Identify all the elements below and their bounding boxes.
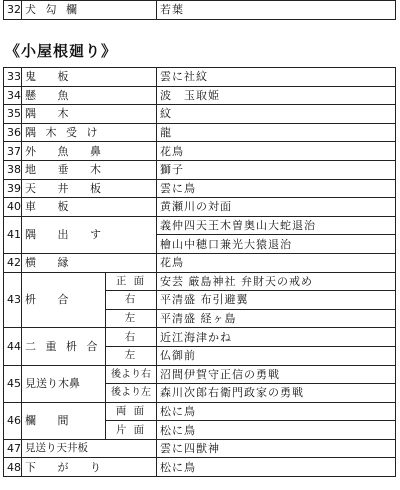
position-label: 後より右 [106, 365, 157, 384]
row-number: 46 [4, 402, 22, 439]
row-number: 38 [4, 160, 22, 179]
table-row [4, 253, 396, 272]
part-name: 隅 出 す [22, 216, 157, 253]
table-row [4, 160, 396, 179]
table-row [4, 272, 396, 291]
table-row [4, 123, 396, 142]
part-name: 地 垂 木 [22, 160, 157, 179]
row-number: 33 [4, 68, 22, 87]
row-number: 48 [4, 458, 22, 477]
row-number: 45 [4, 365, 22, 402]
row-number: 36 [4, 123, 22, 142]
motif: 近江海津かね [157, 328, 396, 347]
position-label: 正 面 [106, 272, 157, 291]
part-name: 下 が り [22, 458, 157, 477]
part-name: 見送り木鼻 [22, 365, 106, 402]
motif: 雲に鳥 [157, 179, 396, 198]
motif: 雲に社紋 [157, 68, 396, 87]
row-number: 40 [4, 198, 22, 217]
part-name: 枡 合 [22, 272, 106, 328]
motif: 森川次郎右衛門政家の勇戦 [157, 384, 396, 403]
motif: 若葉 [157, 1, 396, 20]
motif: 雲に四獣神 [157, 439, 396, 458]
part-name: 欄 間 [22, 402, 106, 439]
part-name: 天 井 板 [22, 179, 157, 198]
table-row [4, 1, 396, 20]
row-number: 32 [4, 1, 22, 20]
motif: 花鳥 [157, 142, 396, 161]
table-row [4, 86, 396, 105]
motif: 仏御前 [157, 346, 396, 365]
motif: 平清盛 経ヶ島 [157, 309, 396, 328]
motif: 獅子 [157, 160, 396, 179]
motif: 沼間伊賀守正信の勇戦 [157, 365, 396, 384]
table-row [4, 439, 396, 458]
position-label: 片 面 [106, 421, 157, 440]
part-name: 二 重 枡 合 [22, 328, 106, 365]
motif: 松に鳥 [157, 421, 396, 440]
motif: 紋 [157, 105, 396, 124]
row-number: 39 [4, 179, 22, 198]
position-label: 右 [106, 328, 157, 347]
position-label: 左 [106, 309, 157, 328]
position-label: 右 [106, 291, 157, 310]
position-label: 左 [106, 346, 157, 365]
row-number: 44 [4, 328, 22, 365]
position-label: 後より左 [106, 384, 157, 403]
row-number: 37 [4, 142, 22, 161]
row-number: 34 [4, 86, 22, 105]
part-name: 外 魚 鼻 [22, 142, 157, 161]
part-name: 隅 木 [22, 105, 157, 124]
motif: 花鳥 [157, 253, 396, 272]
position-label: 両 面 [106, 402, 157, 421]
table-row [4, 105, 396, 124]
part-name: 懸 魚 [22, 86, 157, 105]
motif: 安芸 厳島神社 弁財天の戒め [157, 272, 396, 291]
part-name: 車 板 [22, 198, 157, 217]
table-row [4, 328, 396, 347]
row-number: 43 [4, 272, 22, 328]
row-number: 35 [4, 105, 22, 124]
row-number: 47 [4, 439, 22, 458]
section-heading: 《小屋根廻り》 [5, 42, 118, 60]
motif: 龍 [157, 123, 396, 142]
table-row [4, 179, 396, 198]
part-name: 犬 勾 欄 [22, 1, 157, 20]
row-number: 41 [4, 216, 22, 253]
top-table [3, 0, 396, 20]
motif: 黄瀬川の対面 [157, 198, 396, 217]
table-row [4, 142, 396, 161]
table-row [4, 458, 396, 477]
table-row [4, 365, 396, 384]
table-row [4, 402, 396, 421]
table-row [4, 216, 396, 235]
motif: 松に鳥 [157, 458, 396, 477]
motif: 義仲四天王木曽奥山大蛇退治 [157, 216, 396, 235]
part-name: 見送り天井板 [22, 439, 157, 458]
motif: 檜山中穂口兼光大猿退治 [157, 235, 396, 254]
motif: 波 玉取姫 [157, 86, 396, 105]
table-row [4, 68, 396, 87]
table-row [4, 198, 396, 217]
motif: 松に鳥 [157, 402, 396, 421]
row-number: 42 [4, 253, 22, 272]
motif: 平清盛 布引避翼 [157, 291, 396, 310]
parts-table [3, 67, 396, 477]
part-name: 横 縁 [22, 253, 157, 272]
part-name: 鬼 板 [22, 68, 157, 87]
part-name: 隅 木 受 け [22, 123, 157, 142]
